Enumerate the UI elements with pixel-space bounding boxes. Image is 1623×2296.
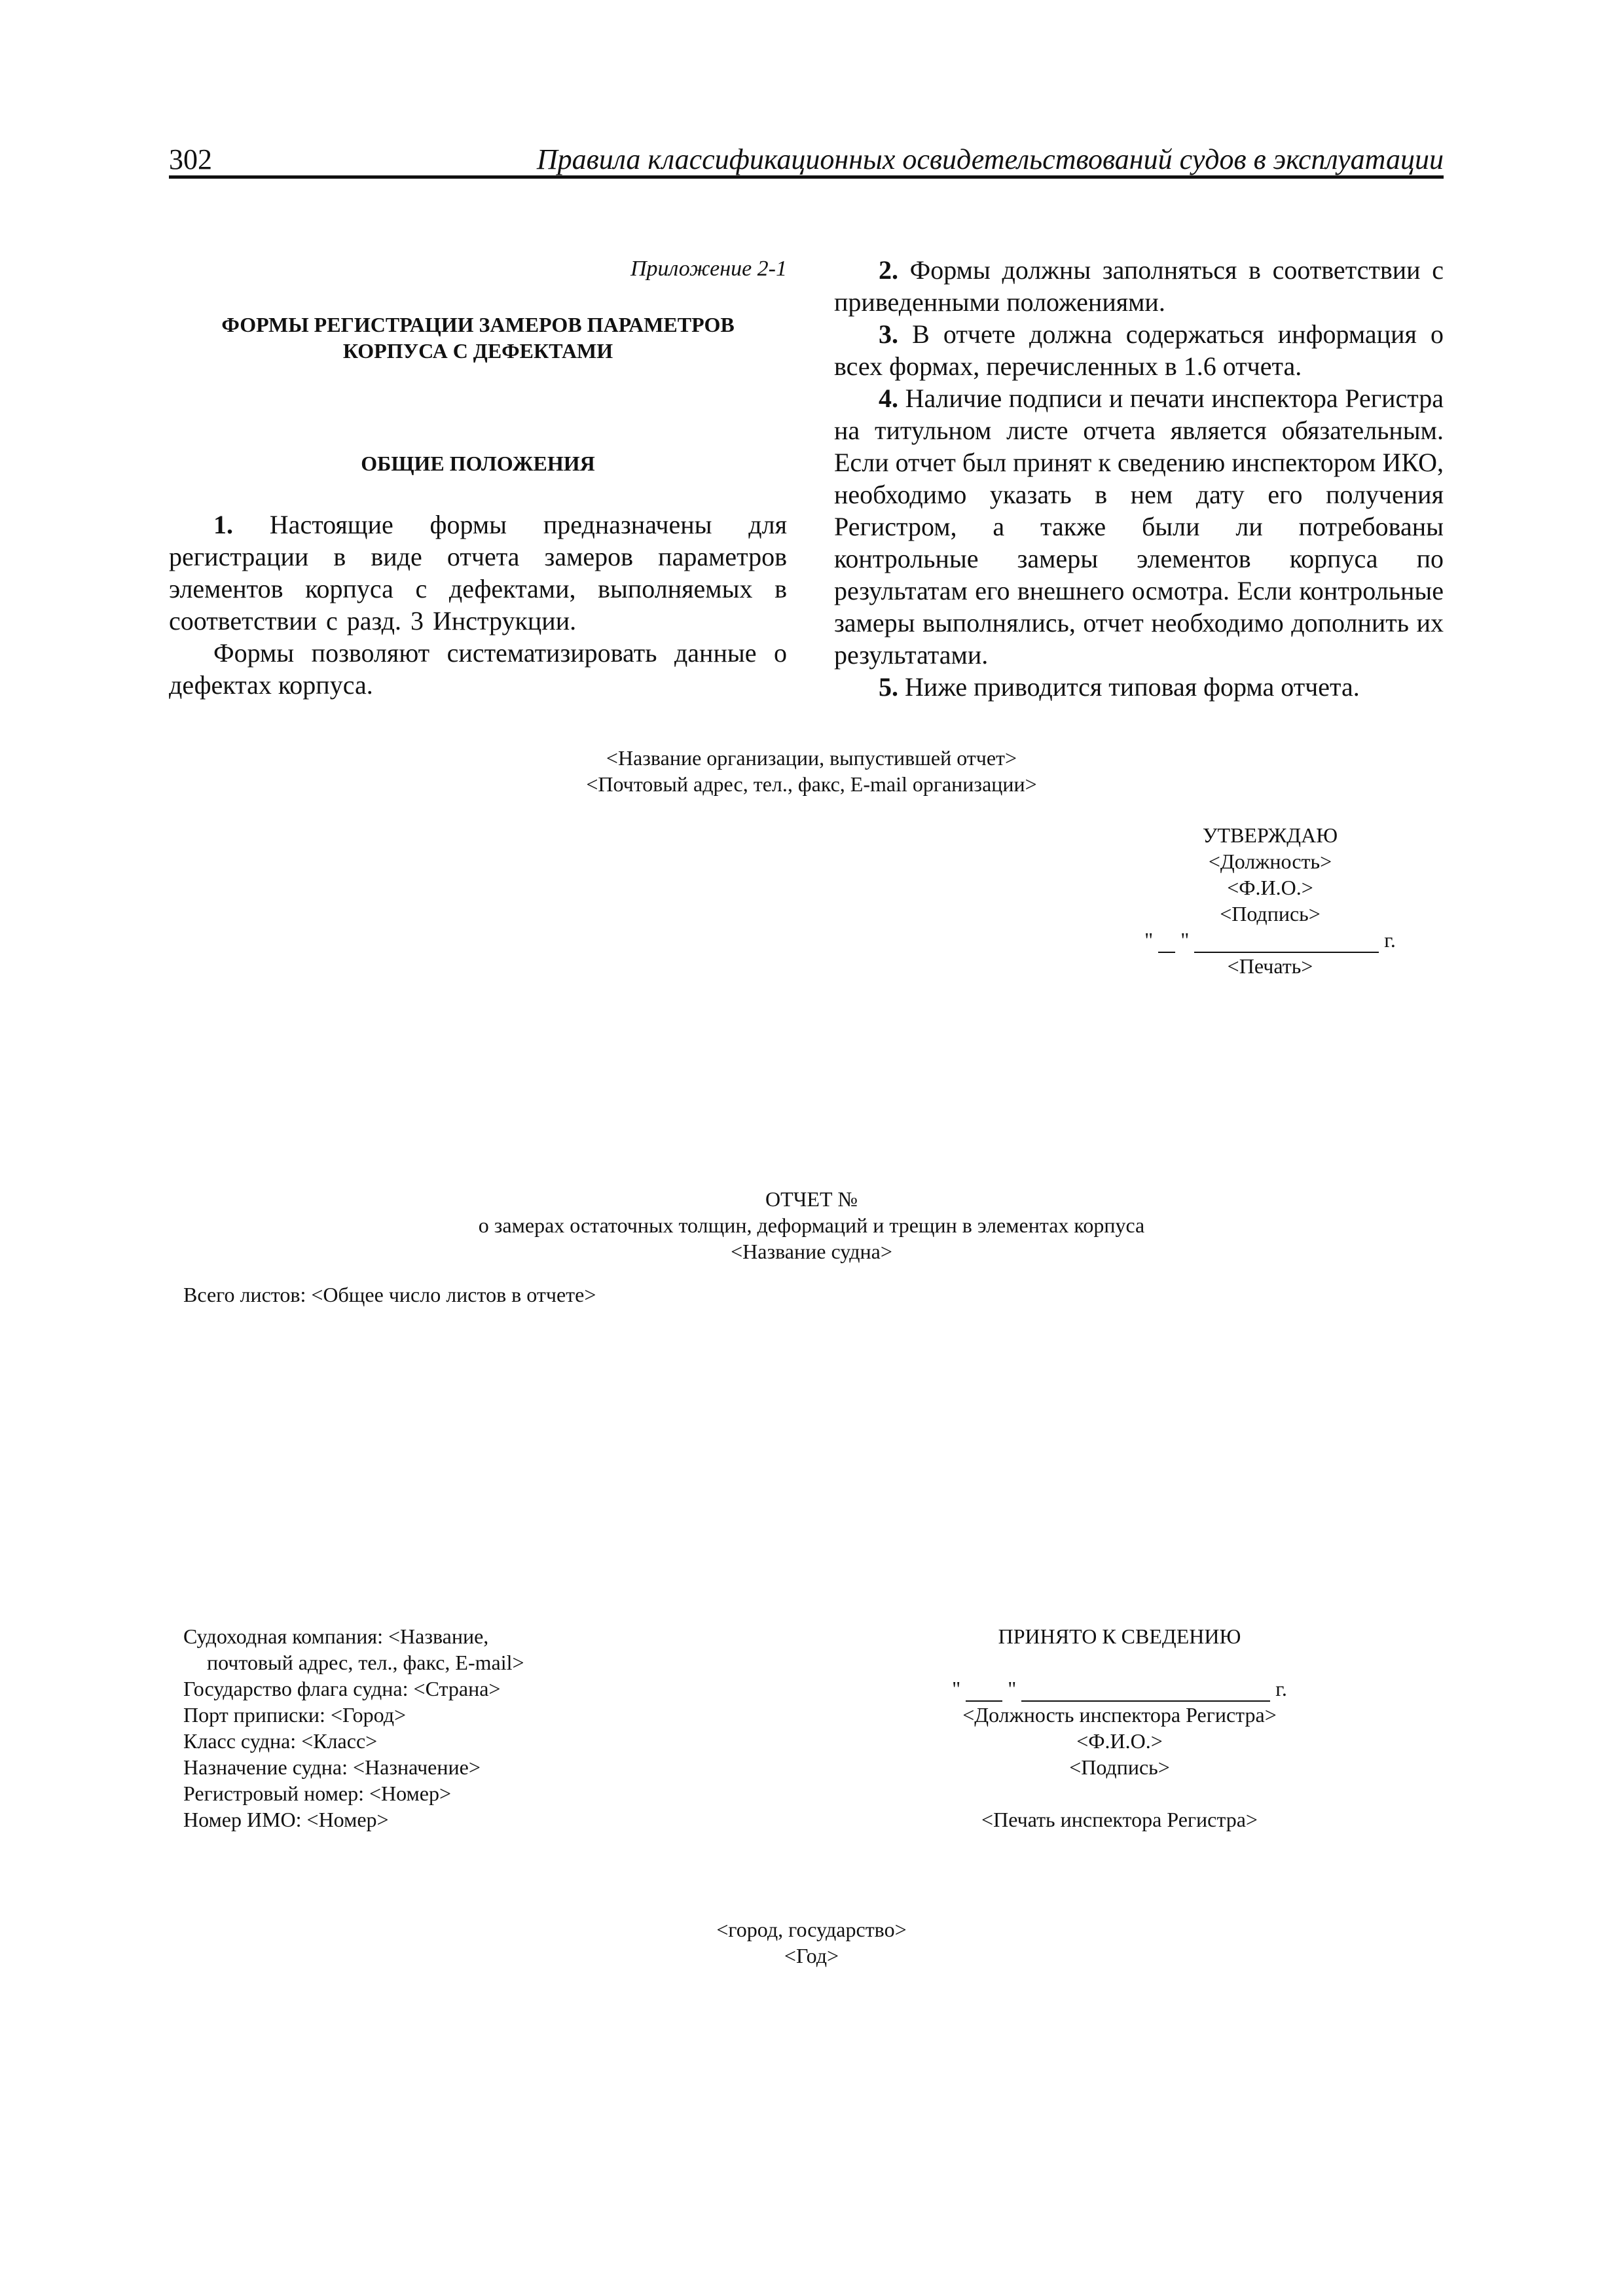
accepted-spacer [923, 1649, 1316, 1676]
organization-name: <Название организации, выпустившей отчет> [606, 746, 1017, 770]
report-subtitle: о замерах остаточных толщин, деформаций и трещин в элементах корпуса [478, 1213, 1145, 1237]
approval-date-row [1123, 927, 1417, 953]
company-reg-number: Регистровый номер: <Номер> [183, 1782, 452, 1805]
paragraph-5-text: Ниже приводится типовая форма отчета. [898, 672, 1360, 702]
left-column [169, 257, 787, 701]
organization-address: <Почтовый адрес, тел., факс, E-mail организации> [586, 772, 1037, 796]
approval-fio: <Ф.И.О.> [1227, 876, 1313, 899]
accepted-signature: <Подпись> [1069, 1755, 1170, 1779]
running-title: Правила классификационных освидетельствований судов в эксплуатации [536, 143, 1444, 175]
approval-title: УТВЕРЖДАЮ [1202, 823, 1338, 847]
report-title-block [0, 1186, 1623, 1265]
company-imo-number: Номер ИМО: <Номер> [183, 1808, 389, 1831]
accepted-stamp: <Печать инспектора Регистра> [981, 1808, 1258, 1831]
paragraph-2-number: 2. [879, 255, 898, 285]
accepted-quote-open: " [952, 1677, 961, 1700]
company-flag: Государство флага судна: <Страна> [183, 1677, 501, 1700]
organization-block [0, 745, 1623, 797]
company-details [183, 1623, 524, 1833]
report-title: ОТЧЕТ № [765, 1187, 858, 1211]
paragraph-2-text: Формы должны заполняться в соответствии с приведенными положениями. [834, 255, 1444, 317]
accepted-title: ПРИНЯТО К СВЕДЕНИЮ [998, 1624, 1241, 1648]
header-rule [169, 175, 1444, 179]
place-year-block [0, 1916, 1623, 1969]
approval-quote-close: " [1180, 928, 1190, 952]
accepted-day-blank [966, 1682, 1002, 1702]
paragraph-5-number: 5. [879, 672, 898, 702]
paragraph-3-number: 3. [879, 319, 898, 349]
accepted-year-suffix: г. [1275, 1677, 1287, 1700]
company-port: Порт приписки: <Город> [183, 1703, 407, 1727]
approval-quote-open: " [1144, 928, 1154, 952]
accepted-block [923, 1623, 1316, 1833]
footer-year: <Год> [784, 1944, 839, 1967]
paragraph-1 [169, 509, 787, 637]
paragraph-1-number: 1. [213, 510, 233, 539]
accepted-date-row [923, 1676, 1316, 1702]
accepted-month-blank [1021, 1682, 1270, 1702]
approval-stamp: <Печать> [1227, 954, 1313, 978]
approval-month-blank [1194, 933, 1379, 953]
approval-year-suffix: г. [1384, 928, 1396, 952]
paragraph-5 [834, 671, 1444, 703]
main-title-line2: КОРПУСА С ДЕФЕКТАМИ [342, 339, 613, 363]
section-title: ОБЩИЕ ПОЛОЖЕНИЯ [361, 452, 595, 475]
company-purpose: Назначение судна: <Назначение> [183, 1755, 481, 1779]
appendix-label: Приложение 2-1 [630, 257, 787, 281]
accepted-spacer-2 [923, 1780, 1316, 1806]
paragraph-3-text: В отчете должна содержаться информация о всех формах, перечисленных в 1.6 отчета. [834, 319, 1444, 381]
accepted-quote-close: " [1008, 1677, 1017, 1700]
paragraph-4 [834, 382, 1444, 671]
paragraph-4-number: 4. [879, 384, 898, 413]
approval-day-blank [1158, 933, 1175, 953]
company-line1: Судоходная компания: <Название, [183, 1624, 489, 1648]
paragraph-1b: Формы позволяют систематизировать данные о дефектах корпуса. [169, 638, 787, 700]
main-title-line1: ФОРМЫ РЕГИСТРАЦИИ ЗАМЕРОВ ПАРАМЕТРОВ [221, 313, 735, 336]
accepted-fio: <Ф.И.О.> [1076, 1729, 1163, 1753]
report-ship-name: <Название судна> [731, 1240, 892, 1263]
approval-block [1123, 822, 1417, 979]
paragraph-4-text: Наличие подписи и печати инспектора Регистра на титульном листе отчета является обязательным. Если отчет был принят к сведению инспектором ИКО, необходимо указать в нем дату его получения Регистром, а также были ли потребованы контрольные замеры элементов корпуса по результатам его внешнего осмотра. Если контрольные замеры выполнялись, отчет необходимо дополнить их результатами. [834, 384, 1444, 670]
right-column [834, 254, 1444, 703]
approval-signature: <Подпись> [1220, 902, 1321, 925]
paragraph-2 [834, 254, 1444, 318]
total-sheets: Всего листов: <Общее число листов в отчете> [183, 1283, 596, 1306]
page-number: 302 [169, 143, 212, 175]
company-line2: почтовый адрес, тел., факс, E-mail> [207, 1651, 524, 1674]
company-class: Класс судна: <Класс> [183, 1729, 378, 1753]
accepted-position: <Должность инспектора Регистра> [962, 1703, 1277, 1727]
paragraph-1-text: Настоящие формы предназначены для регистрации в виде отчета замеров параметров элементов корпуса с дефектами, выполняемых в соответствии с разд. 3 Инструкции. [169, 510, 787, 636]
paragraph-3 [834, 318, 1444, 382]
footer-city: <город, государство> [716, 1918, 907, 1941]
approval-position: <Должность> [1208, 850, 1332, 873]
